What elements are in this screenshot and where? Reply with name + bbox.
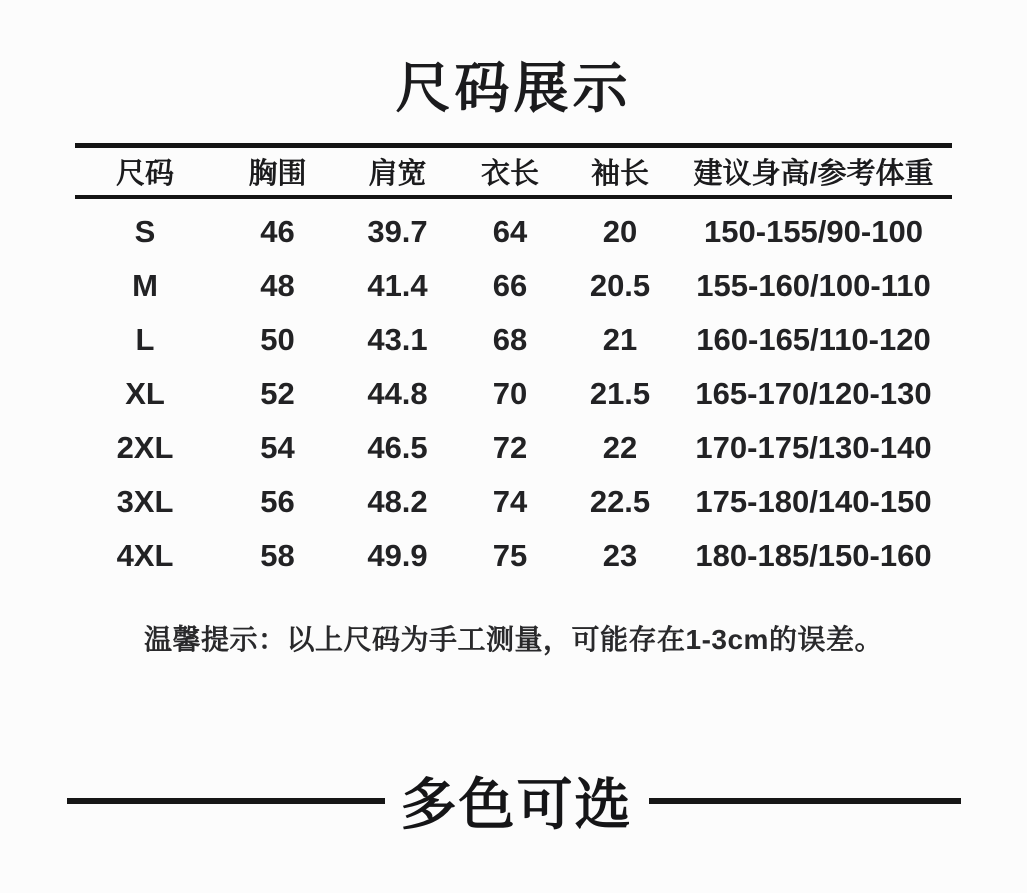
page-title: 尺码展示 [395, 57, 632, 119]
size-value: 4XL [116, 538, 174, 573]
measurement-tip: 温馨提示：以上尺码为手工测量，可能存在1-3cm的误差。 [144, 624, 883, 655]
chest-value: 58 [260, 538, 295, 573]
shoulder-value: 44.8 [367, 376, 428, 411]
sleeve-value: 22.5 [589, 484, 651, 519]
left-divider-line [67, 798, 385, 804]
sleeve-value: 20.5 [589, 268, 651, 303]
shoulder-value: 39.7 [367, 214, 428, 249]
table-row [75, 529, 952, 583]
length-value: 74 [492, 484, 528, 519]
chest-value: 54 [260, 430, 295, 465]
size-value: 2XL [116, 430, 174, 465]
table-row [75, 205, 952, 259]
right-divider-line [649, 798, 961, 804]
length-value: 72 [492, 430, 528, 465]
height-weight-value: 165-170/120-130 [695, 376, 932, 411]
chest-value: 50 [260, 322, 295, 357]
header-length: 衣长 [480, 158, 539, 190]
table-row [75, 421, 952, 475]
sleeve-value: 22 [602, 430, 638, 465]
chest-value: 46 [260, 214, 295, 249]
size-value: S [134, 214, 156, 249]
length-value: 66 [492, 268, 528, 303]
length-value: 75 [492, 538, 528, 573]
length-value: 64 [492, 214, 528, 249]
size-table-body [75, 199, 952, 583]
header-shoulder: 肩宽 [368, 158, 427, 190]
header-height-weight: 建议身高/参考体重 [693, 158, 934, 190]
size-table [75, 143, 952, 583]
shoulder-value: 49.9 [367, 538, 428, 573]
table-row [75, 313, 952, 367]
height-weight-value: 170-175/130-140 [695, 430, 932, 465]
multi-color-label: 多色可选 [400, 773, 633, 836]
table-row [75, 259, 952, 313]
shoulder-value: 46.5 [367, 430, 428, 465]
size-value: 3XL [116, 484, 174, 519]
sleeve-value: 20 [602, 214, 638, 249]
height-weight-value: 155-160/100-110 [696, 268, 931, 303]
table-row [75, 367, 952, 421]
shoulder-value: 41.4 [367, 268, 428, 303]
sleeve-value: 23 [602, 538, 638, 573]
header-sleeve: 袖长 [590, 158, 649, 190]
height-weight-value: 180-185/150-160 [695, 538, 932, 573]
chest-value: 56 [260, 484, 295, 519]
header-size: 尺码 [115, 158, 174, 190]
height-weight-value: 160-165/110-120 [696, 322, 931, 357]
size-value: L [135, 322, 155, 357]
table-row [75, 475, 952, 529]
sleeve-value: 21.5 [589, 376, 651, 411]
length-value: 68 [492, 322, 528, 357]
multi-color-section [0, 766, 1027, 836]
size-value: M [132, 268, 158, 303]
shoulder-value: 43.1 [367, 322, 428, 357]
size-table-header-row [75, 143, 952, 199]
shoulder-value: 48.2 [367, 484, 428, 519]
length-value: 70 [492, 376, 528, 411]
height-weight-value: 175-180/140-150 [695, 484, 932, 519]
chest-value: 48 [260, 268, 295, 303]
sleeve-value: 21 [602, 322, 638, 357]
height-weight-value: 150-155/90-100 [704, 214, 923, 249]
header-chest: 胸围 [248, 158, 307, 190]
chest-value: 52 [260, 376, 295, 411]
size-value: XL [125, 376, 165, 411]
